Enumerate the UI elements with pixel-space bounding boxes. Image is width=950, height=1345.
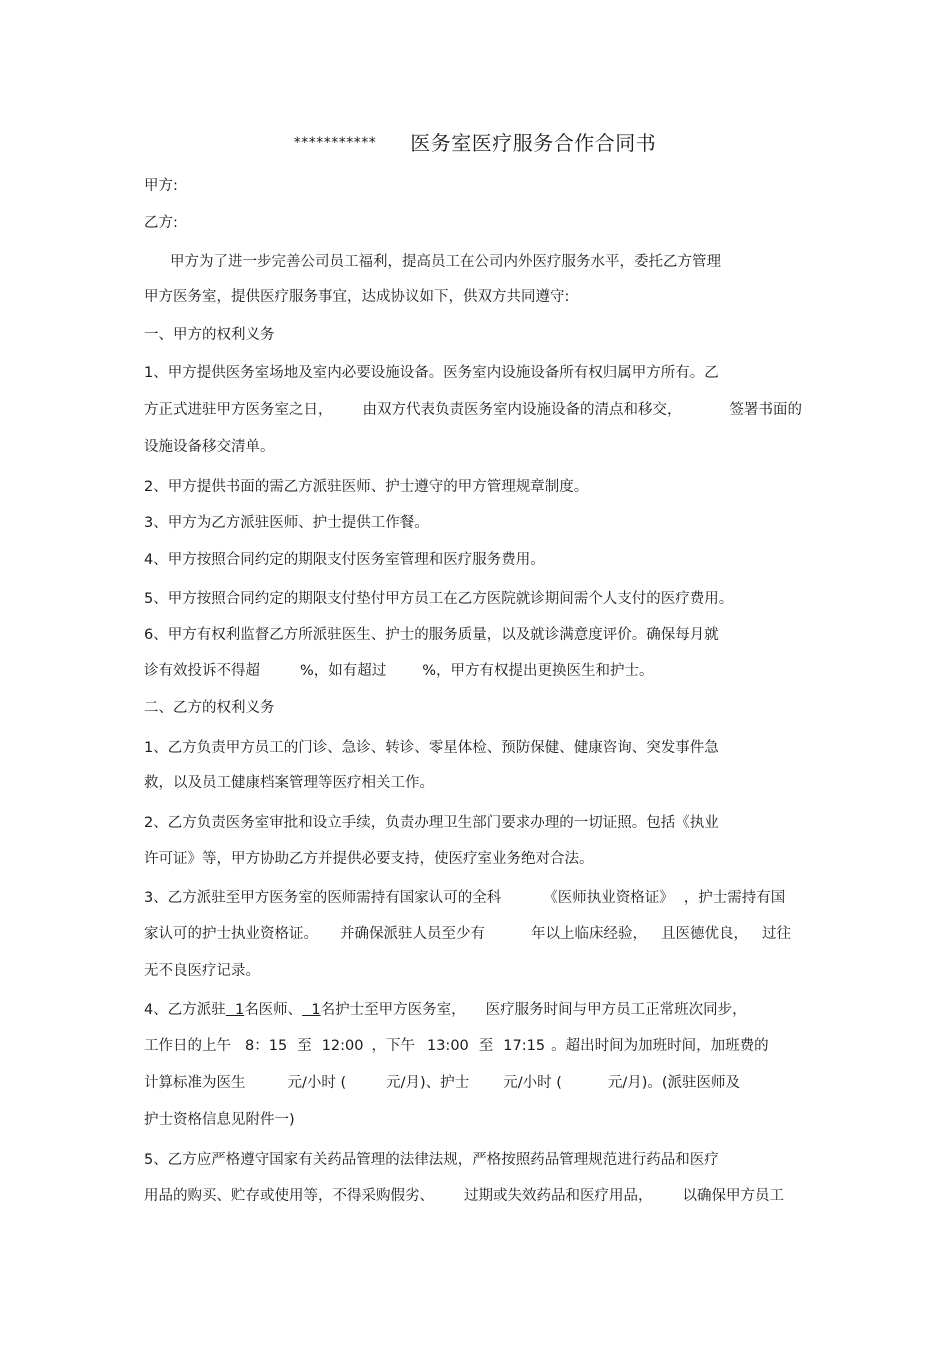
clause-b1-line-2: 救，以及员工健康档案管理等医疗相关工作。: [144, 775, 434, 791]
clause-b4-line-4: 护士资格信息见附件一): [144, 1112, 295, 1128]
clause-b3-part-3: 家认可的护士执业资格证。: [144, 926, 318, 942]
clause-b3-part-4: 并确保派驻人员至少有: [340, 926, 485, 942]
clause-b1-line-1: 1、乙方负责甲方员工的门诊、急诊、转诊、零星体检、预防保健、健康咨询、突发事件急: [144, 740, 719, 756]
intro-line-2: 甲方医务室，提供医疗服务事宜，达成协议如下，供双方共同遵守:: [144, 289, 570, 305]
clause-b4-part-5: 工作日的上午: [144, 1038, 231, 1054]
clause-b4-line-1: [144, 1000, 747, 1020]
clause-a1-part-1: 方正式进驻甲方医务室之日，: [144, 402, 333, 418]
clause-b5-part-2: 过期或失效药品和医疗用品，: [464, 1188, 653, 1204]
clause-b3-part-7: 过往: [762, 926, 791, 942]
clause-a6-part-1: 诊有效投诉不得超: [144, 663, 260, 679]
clause-b3-part-1: 3、乙方派驻至甲方医务室的医师需持有国家认可的全科: [144, 890, 502, 906]
doctor-count: 1: [234, 1002, 245, 1018]
section-2-heading: 二、乙方的权利义务: [144, 700, 275, 716]
clause-b4-part-12: 元/月)。(派驻医师及: [607, 1075, 741, 1091]
clause-b4-part-8: 计算标准为医生: [144, 1075, 246, 1091]
clause-b4-line-3: [144, 1073, 740, 1093]
clause-a1-line-3: 设施设备移交清单。: [144, 439, 275, 455]
clause-b3-part-5: 年以上临床经验，: [531, 926, 647, 942]
clause-a1-line-2: [144, 400, 802, 420]
clause-b4-part-2: 名医师、: [244, 1002, 303, 1018]
clause-b4-part-6: ，下午: [371, 1038, 415, 1054]
clause-b3-part-2: ，护士需持有国: [683, 890, 786, 906]
clause-a5: 5、甲方按照合同约定的期限支付垫付甲方员工在乙方医院就诊期间需个人支付的医疗费用。: [144, 591, 734, 607]
party-a-line: 甲方:: [144, 178, 178, 194]
time-to-2: 至: [478, 1038, 494, 1054]
title-stars: ***********: [293, 135, 377, 151]
am-start-time: 8：15: [245, 1038, 288, 1054]
clause-b2-line-2: 许可证》等，甲方协助乙方并提供必要支持，使医疗室业务绝对合法。: [144, 851, 594, 867]
clause-b4-part-9: 元/小时 (: [287, 1075, 347, 1091]
pm-end-time: 17:15: [503, 1038, 546, 1054]
clause-a4: 4、甲方按照合同约定的期限支付医务室管理和医疗服务费用。: [144, 552, 545, 568]
clause-a3: 3、甲方为乙方派驻医师、护士提供工作餐。: [144, 515, 429, 531]
clause-b4-part-10: 元/月)、护士: [386, 1075, 470, 1091]
section-1-heading: 一、甲方的权利义务: [144, 327, 275, 343]
clause-b2-line-1: 2、乙方负责医务室审批和设立手续，负责办理卫生部门要求办理的一切证照。包括《执业: [144, 815, 719, 831]
party-b-line: 乙方:: [144, 215, 178, 231]
clause-b5-line-2: [144, 1186, 784, 1206]
document-title: [0, 130, 950, 156]
clause-b4-part-3: 名护士至甲方医务室，: [320, 1002, 466, 1018]
nurse-count: 1: [311, 1002, 321, 1018]
clause-b4-part-7: 。超出时间为加班时间，加班费的: [551, 1038, 769, 1054]
clause-b4-line-2: [144, 1036, 769, 1056]
am-end-time: 12:00: [321, 1038, 364, 1054]
clause-b3-line-3: 无不良医疗记录。: [144, 963, 260, 979]
clause-a1-part-3: 签署书面的: [729, 402, 802, 418]
clause-b5-part-1: 用品的购买、贮存或使用等，不得采购假劣、: [144, 1188, 434, 1204]
pm-start-time: 13:00: [426, 1038, 469, 1054]
clause-b3-line-2: [144, 924, 791, 944]
clause-b4-part-11: 元/小时 (: [503, 1075, 562, 1091]
title-text: 医务室医疗服务合作合同书: [410, 131, 657, 155]
clause-a6-line-2: [144, 661, 654, 681]
clause-a6-part-3: %，甲方有权提出更换医生和护士。: [422, 663, 654, 679]
clause-a1-part-2: 由双方代表负责医务室内设施设备的清点和移交，: [362, 402, 682, 418]
time-to-1: 至: [297, 1038, 312, 1054]
clause-a2: 2、甲方提供书面的需乙方派驻医师、护士遵守的甲方管理规章制度。: [144, 479, 589, 495]
clause-a1-line-1: 1、甲方提供医务室场地及室内必要设施设备。医务室内设施设备所有权归属甲方所有。乙: [144, 365, 719, 381]
clause-a6-part-2: %，如有超过: [300, 663, 387, 679]
clause-b3-part-6: 且医德优良，: [661, 926, 748, 942]
clause-a6-line-1: 6、甲方有权利监督乙方所派驻医生、护士的服务质量，以及就诊满意度评价。确保每月就: [144, 627, 719, 643]
intro-line-1: 甲方为了进一步完善公司员工福利，提高员工在公司内外医疗服务水平，委托乙方管理: [170, 254, 721, 270]
clause-b3-cert: 《医师执业资格证》: [543, 890, 674, 906]
clause-b4-part-4: 医疗服务时间与甲方员工正常班次同步，: [485, 1002, 747, 1018]
clause-b5-line-1: 5、乙方应严格遵守国家有关药品管理的法律法规，严格按照药品管理规范进行药品和医疗: [144, 1152, 719, 1168]
clause-b3-line-1: [144, 888, 785, 908]
clause-b4-part-1: 4、乙方派驻: [144, 1002, 226, 1018]
clause-b5-part-3: 以确保甲方员工: [682, 1188, 784, 1204]
